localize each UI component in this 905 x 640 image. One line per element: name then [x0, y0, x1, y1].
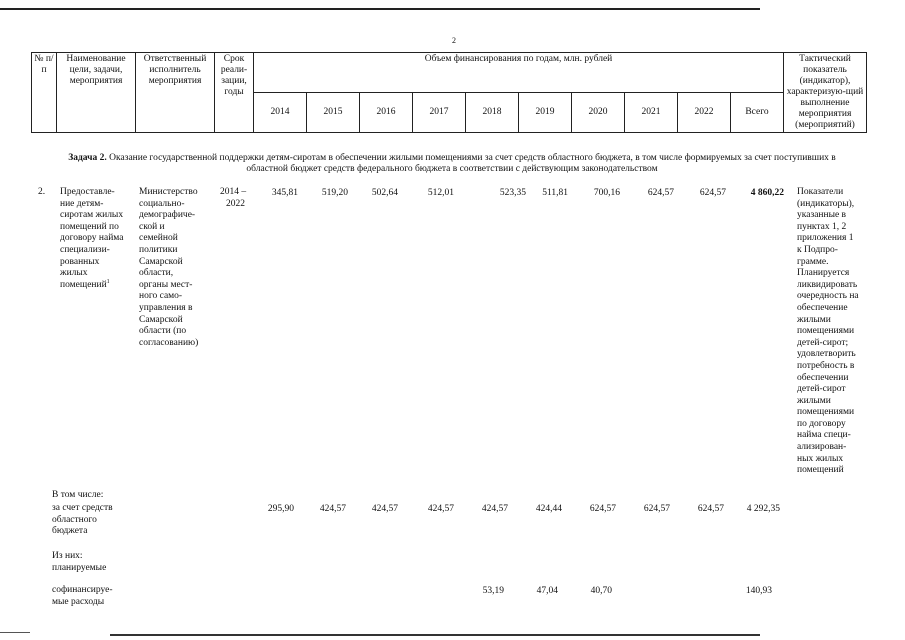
ind-line: приложения 1 [797, 233, 854, 244]
regional-line: областного [52, 514, 97, 525]
ind-line: жилыми [797, 314, 831, 325]
cofin-label [52, 585, 142, 608]
value-2016: 502,64 [371, 188, 398, 198]
row-number: 2. [38, 187, 46, 197]
value-2015: 519,20 [321, 188, 348, 198]
value-2014: 345,81 [271, 188, 298, 198]
ind-line: детей-сирот; [797, 337, 849, 348]
exec-line: Самарской [139, 314, 183, 325]
cofin-line: мые расходы [52, 596, 105, 607]
regional-2017: 424,57 [427, 504, 454, 514]
year-2018: 2018 [466, 93, 519, 133]
exec-line: политики [139, 244, 178, 255]
year-2021: 2021 [625, 93, 678, 133]
exec-line: социально- [139, 198, 185, 209]
header-indicator: Тактический показатель (индикатор), характеризую-щий выполнение мероприятия (мероприятий) [784, 53, 867, 133]
name-line: помещений по [60, 221, 119, 232]
ind-line: очередность на [797, 291, 859, 302]
regional-total: 4 292,35 [746, 504, 780, 514]
bottom-rule [110, 634, 760, 636]
ind-line: потребность в [797, 360, 855, 371]
year-2015: 2015 [307, 93, 360, 133]
ind-line: Планируется [797, 268, 850, 279]
ind-line: (индикаторы), [797, 198, 855, 209]
regional-2019: 424,44 [535, 504, 562, 514]
term-line: 2014 – [220, 187, 247, 197]
ind-line: ализирован- [797, 442, 847, 453]
header-name: Наименование цели, задачи, мероприятия [57, 53, 136, 133]
header-funding: Объем финансирования по годам, млн. рублей [254, 53, 784, 93]
value-2019: 511,81 [542, 188, 568, 198]
of-them-line: планируемые [52, 562, 107, 573]
regional-2015: 424,57 [319, 504, 346, 514]
ind-line: к Подпро- [797, 244, 838, 255]
of-them-label [52, 551, 142, 574]
top-rule [0, 8, 760, 10]
name-last: помещений [60, 279, 107, 290]
exec-line: области, [139, 268, 174, 279]
regional-line: бюджета [52, 526, 88, 537]
cofin-2019: 47,04 [536, 586, 558, 596]
value-2017: 512,01 [427, 188, 454, 198]
cofin-line: софинансируе- [52, 585, 113, 595]
cofin-2018: 53,19 [482, 586, 504, 596]
name-line: сиротам жилых [60, 210, 124, 221]
year-2020: 2020 [572, 93, 625, 133]
value-total: 4 860,22 [750, 188, 784, 198]
year-2014: 2014 [254, 93, 307, 133]
ind-line: обеспечение [797, 302, 848, 313]
cofin-2020: 40,70 [590, 586, 612, 596]
row-executor [139, 187, 217, 349]
task-heading [52, 153, 852, 175]
regional-label [52, 503, 142, 538]
row-name [60, 187, 138, 291]
exec-line: Самарской [139, 256, 183, 267]
regional-2018: 424,57 [481, 504, 508, 514]
name-line: ние детям- [60, 198, 104, 209]
ind-line: найма специ- [797, 430, 851, 441]
regional-2022: 624,57 [697, 504, 724, 514]
cofin-total: 140,93 [745, 586, 772, 596]
year-2016: 2016 [360, 93, 413, 133]
exec-line: Министерство [139, 187, 198, 197]
task-label: Задача 2. [68, 153, 107, 163]
name-line: Предоставле- [60, 187, 115, 197]
name-line [60, 280, 138, 292]
ind-line: жилыми [797, 395, 831, 406]
ind-line: Показатели [797, 187, 844, 197]
task-text: Оказание государственной поддержки детям-сиротам в обеспечении жилыми помещениями за счет средств областного бюджета, в том числе формируемых за счет поступивших в областной бюджет средств федерального бюджета в соответствии с действующим законодательством [109, 153, 836, 174]
row-indicator [797, 187, 887, 477]
name-line: жилых [60, 268, 88, 279]
header-executor: Ответственный исполнитель мероприятия [136, 53, 215, 133]
ind-line: помещений [797, 465, 844, 476]
bottom-rule-left [0, 632, 30, 633]
ind-line: помещениями [797, 407, 855, 418]
ind-line: помещениями [797, 326, 855, 337]
exec-line: согласованию) [139, 337, 199, 348]
footnote-mark: 1 [106, 278, 110, 285]
ind-line: по договору [797, 418, 846, 429]
ind-line: грамме. [797, 256, 829, 267]
including-label: В том числе: [52, 490, 104, 500]
regional-2021: 624,57 [643, 504, 670, 514]
header-num: № п/п [32, 53, 57, 133]
regional-line: за счет средств [52, 503, 113, 513]
exec-line: органы мест- [139, 279, 193, 290]
year-2019: 2019 [519, 93, 572, 133]
ind-line: удовлетворить [797, 349, 856, 360]
exec-line: управления в [139, 302, 193, 313]
of-them-line: Из них: [52, 551, 83, 561]
exec-line: области (по [139, 326, 187, 337]
header-term: Срок реали-зации, годы [215, 53, 254, 133]
header-table [31, 52, 867, 133]
ind-line: указанные в [797, 210, 847, 221]
page-number: 2 [452, 36, 456, 45]
regional-2020: 624,57 [589, 504, 616, 514]
ind-line: пунктах 1, 2 [797, 221, 847, 232]
exec-line: ного само- [139, 291, 183, 302]
year-2022: 2022 [678, 93, 731, 133]
term-line: 2022 [226, 198, 245, 209]
ind-line: детей-сирот [797, 384, 846, 395]
value-2021: 624,57 [647, 188, 674, 198]
year-total: Всего [731, 93, 784, 133]
year-2017: 2017 [413, 93, 466, 133]
ind-line: ликвидировать [797, 279, 858, 290]
name-line: рованных [60, 256, 100, 267]
name-line: специализи- [60, 244, 110, 255]
regional-2014: 295,90 [267, 504, 294, 514]
name-line: договору найма [60, 233, 124, 244]
value-2018: 523,35 [499, 188, 526, 198]
value-2020: 700,16 [593, 188, 620, 198]
exec-line: семейной [139, 233, 178, 244]
ind-line: ных жилых [797, 453, 844, 464]
regional-2016: 424,57 [371, 504, 398, 514]
exec-line: демографиче- [139, 210, 196, 221]
value-2022: 624,57 [699, 188, 726, 198]
ind-line: обеспечении [797, 372, 849, 383]
exec-line: ской и [139, 221, 165, 232]
